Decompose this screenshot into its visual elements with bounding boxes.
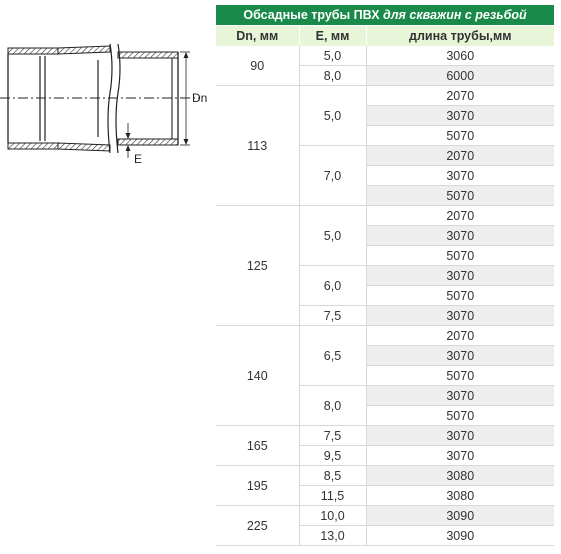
cell-e: 13,0 xyxy=(299,526,366,546)
cell-e: 6,5 xyxy=(299,326,366,386)
header-length: длина трубы,мм xyxy=(366,26,554,47)
cell-dn: 125 xyxy=(216,206,299,326)
e-label: E xyxy=(134,152,143,166)
cell-length: 3080 xyxy=(366,466,554,486)
cell-e: 5,0 xyxy=(299,206,366,266)
cell-e: 10,0 xyxy=(299,506,366,526)
cell-e: 8,0 xyxy=(299,386,366,426)
table-row xyxy=(216,206,554,226)
cell-e: 8,0 xyxy=(299,66,366,86)
cell-length: 5070 xyxy=(366,126,554,146)
header-e: E, мм xyxy=(299,26,366,47)
table-title-main: Обсадные трубы ПВХ xyxy=(243,8,384,22)
pipe-cross-section-diagram xyxy=(0,38,215,178)
table-row xyxy=(216,426,554,446)
cell-e: 9,5 xyxy=(299,446,366,466)
cell-length: 3080 xyxy=(366,486,554,506)
table-title xyxy=(216,5,554,26)
cell-length: 3070 xyxy=(366,226,554,246)
cell-length: 5070 xyxy=(366,246,554,266)
cell-length: 2070 xyxy=(366,146,554,166)
cell-e: 6,0 xyxy=(299,266,366,306)
table-row xyxy=(216,46,554,66)
cell-e: 7,5 xyxy=(299,306,366,326)
cell-e: 5,0 xyxy=(299,46,366,66)
pipe-drawing xyxy=(0,38,215,178)
cell-e: 11,5 xyxy=(299,486,366,506)
cell-length: 3070 xyxy=(366,346,554,366)
cell-length: 3070 xyxy=(366,106,554,126)
casing-pipe-spec-table xyxy=(216,5,554,546)
pipe-spigot-end xyxy=(118,52,178,145)
cell-dn: 90 xyxy=(216,46,299,86)
cell-length: 2070 xyxy=(366,86,554,106)
table-row xyxy=(216,506,554,526)
table-title-italic: для скважин с резьбой xyxy=(383,8,527,22)
cell-length: 3060 xyxy=(366,46,554,66)
cell-dn: 113 xyxy=(216,86,299,206)
table-body xyxy=(216,46,554,546)
table-row xyxy=(216,466,554,486)
cell-length: 3070 xyxy=(366,266,554,286)
cell-e: 7,5 xyxy=(299,426,366,446)
cell-length: 3070 xyxy=(366,306,554,326)
cell-dn: 195 xyxy=(216,466,299,506)
cell-length: 3090 xyxy=(366,526,554,546)
cell-length: 3090 xyxy=(366,506,554,526)
cell-length: 3070 xyxy=(366,386,554,406)
cell-dn: 165 xyxy=(216,426,299,466)
table-row xyxy=(216,326,554,346)
dn-dimension xyxy=(180,52,190,145)
cell-length: 2070 xyxy=(366,326,554,346)
cell-length: 3070 xyxy=(366,166,554,186)
cell-e: 7,0 xyxy=(299,146,366,206)
cell-e: 8,5 xyxy=(299,466,366,486)
cell-length: 5070 xyxy=(366,366,554,386)
dn-label: Dn xyxy=(192,91,208,105)
cell-length: 2070 xyxy=(366,206,554,226)
pipe-break-lines xyxy=(108,44,120,153)
pipe-socket-end xyxy=(8,46,110,151)
cell-length: 6000 xyxy=(366,66,554,86)
cell-dn: 225 xyxy=(216,506,299,546)
header-dn: Dn, мм xyxy=(216,26,299,47)
cell-dn: 140 xyxy=(216,326,299,426)
cell-length: 5070 xyxy=(366,186,554,206)
table-row xyxy=(216,86,554,106)
cell-length: 3070 xyxy=(366,426,554,446)
cell-length: 3070 xyxy=(366,446,554,466)
cell-e: 5,0 xyxy=(299,86,366,146)
cell-length: 5070 xyxy=(366,406,554,426)
cell-length: 5070 xyxy=(366,286,554,306)
